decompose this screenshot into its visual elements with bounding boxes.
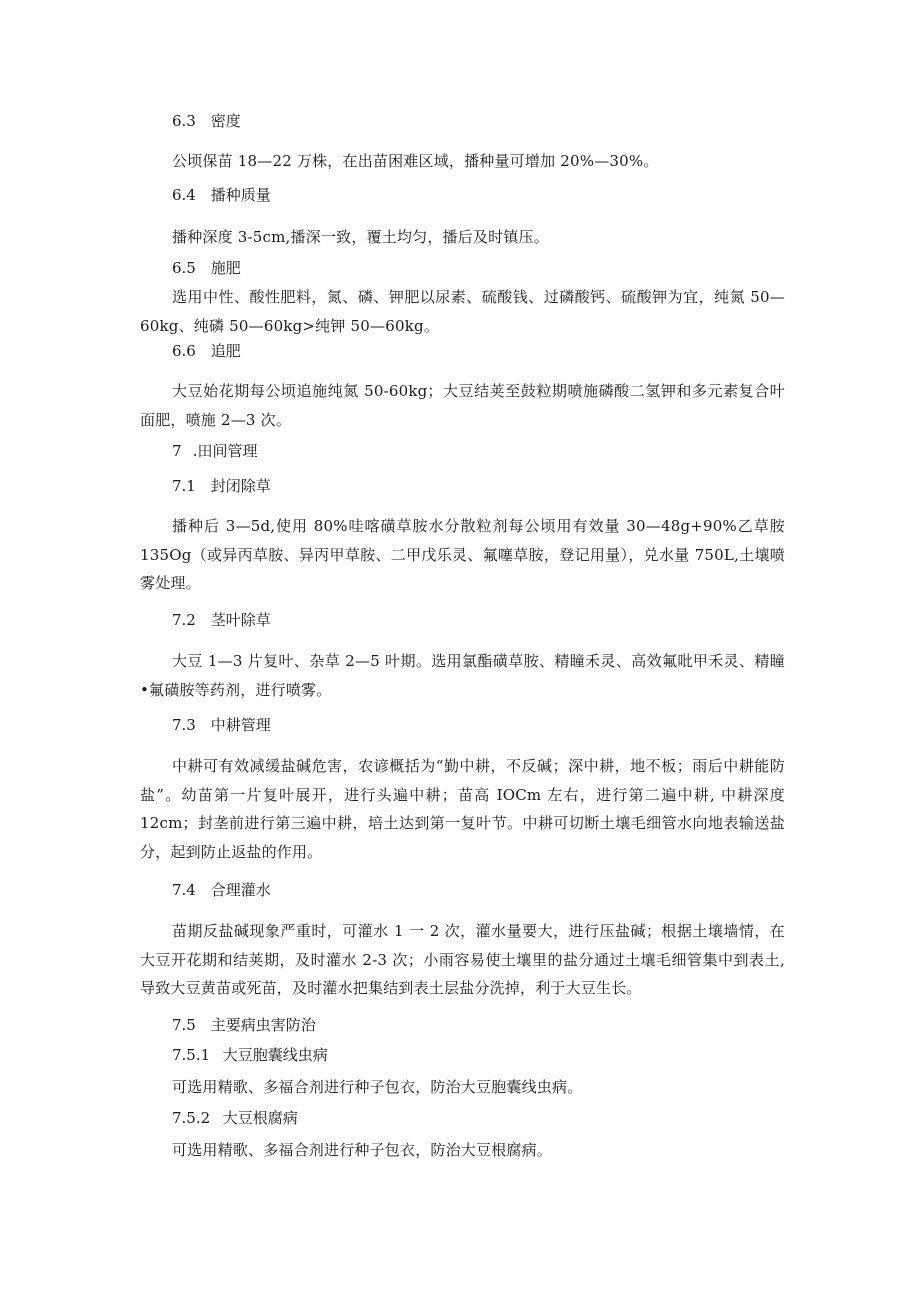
section-heading-7-2 — [172, 610, 271, 630]
paragraph-topdressing: 大豆始花期每公顷追施纯氮 50-60kg；大豆结荚至鼓粒期喷施磷酸二氢钾和多元素复合叶面肥，喷施 2—3 次。 — [140, 382, 785, 429]
paragraph-intertillage: 中耕可有效减缓盐碱危害，农谚概括为“勤中耕，不反碱；深中耕，地不板；雨后中耕能防盐”。幼苗第一片复叶展开，进行头遍中耕；苗高 IOCm 左右，进行第二遍中耕, 中耕深度 12cm；封垄前进行第三遍中耕，培土达到第一复叶节。中耕可切断土壤毛细管水向地表输送盐分，起到防止返盐的作用。 — [140, 757, 785, 861]
section-heading-7-1 — [172, 476, 271, 496]
section-title: 大豆胞囊线虫病 — [222, 1046, 328, 1064]
section-heading-6-6 — [172, 341, 241, 361]
section-title: 合理灌水 — [210, 881, 271, 899]
paragraph-cyst-nematode: 可选用精歌、多福合剂进行种子包衣，防治大豆胞囊线虫病。 — [172, 1078, 583, 1096]
section-title: 封闭除草 — [210, 477, 271, 495]
paragraph-sowing-quality: 播种深度 3-5cm,播深一致，覆土均匀，播后及时镇压。 — [172, 228, 549, 246]
section-number: 6.5 — [172, 259, 196, 277]
paragraph-pre-emergence-weeding: 播种后 3—5d,使用 80%哇喀磺草胺水分散粒剂每公顷用有效量 30—48g+90%乙草胺 135Og（或异丙草胺、异丙甲草胺、二甲戊乐灵、氟噻草胺，登记用量），兑水量 750L,土壤喷雾处理。 — [140, 517, 785, 592]
section-title: 中耕管理 — [210, 716, 271, 734]
section-title: 播种质量 — [210, 186, 271, 204]
section-title: .田间管理 — [192, 442, 258, 460]
paragraph-density: 公顷保苗 18—22 万株，在出苗困难区域，播种量可增加 20%—30%。 — [172, 152, 659, 170]
paragraph-fertilizer: 选用中性、酸性肥料，氮、磷、钾肥以尿素、硫酸钱、过磷酸钙、硫酸钾为宜，纯氮 50—60kg、纯磷 50—60kg>纯钾 50—60kg。 — [140, 288, 785, 335]
section-number: 7.5 — [172, 1016, 196, 1034]
paragraph-irrigation: 苗期反盐碱现象严重时，可灌水 1 一 2 次，灌水量要大，进行压盐碱；根据土壤墙情，在大豆开花期和结荚期，及时灌水 2-3 次；小雨容易使土壤里的盐分通过土壤毛细管集中到表土, 导致大豆黄苗或死苗，及时灌水把集结到表土层盐分洗掉，利于大豆生长。 — [140, 922, 785, 997]
section-heading-7 — [172, 441, 258, 461]
section-heading-6-5 — [172, 258, 241, 278]
section-number: 6.6 — [172, 342, 196, 360]
section-title: 密度 — [210, 112, 241, 130]
section-heading-7-5-2 — [172, 1108, 298, 1128]
section-title: 追肥 — [210, 342, 241, 360]
paragraph-post-emergence-weeding: 大豆 1—3 片复叶、杂草 2—5 叶期。选用氯酯磺草胺、精瞳禾灵、高效氟吡甲禾灵、精瞳•氟磺胺等药剂，进行喷雾。 — [140, 652, 785, 699]
section-number: 7 — [172, 442, 182, 460]
section-title: 大豆根腐病 — [222, 1109, 298, 1127]
section-number: 6.3 — [172, 112, 196, 130]
section-number: 7.5.2 — [172, 1109, 211, 1127]
section-number: 7.1 — [172, 477, 196, 495]
section-heading-7-5-1 — [172, 1045, 328, 1065]
section-number: 7.3 — [172, 716, 196, 734]
section-number: 7.2 — [172, 611, 196, 629]
section-number: 7.4 — [172, 881, 196, 899]
section-heading-7-3 — [172, 715, 271, 735]
section-title: 主要病虫害防治 — [210, 1016, 316, 1034]
section-heading-7-5 — [172, 1015, 316, 1035]
section-heading-6-3 — [172, 111, 241, 131]
section-number: 6.4 — [172, 186, 196, 204]
section-title: 施肥 — [210, 259, 241, 277]
section-title: 茎叶除草 — [210, 611, 271, 629]
section-number: 7.5.1 — [172, 1046, 211, 1064]
paragraph-root-rot: 可选用精歌、多福合剂进行种子包衣，防治大豆根腐病。 — [172, 1141, 553, 1159]
section-heading-6-4 — [172, 185, 271, 205]
section-heading-7-4 — [172, 880, 271, 900]
